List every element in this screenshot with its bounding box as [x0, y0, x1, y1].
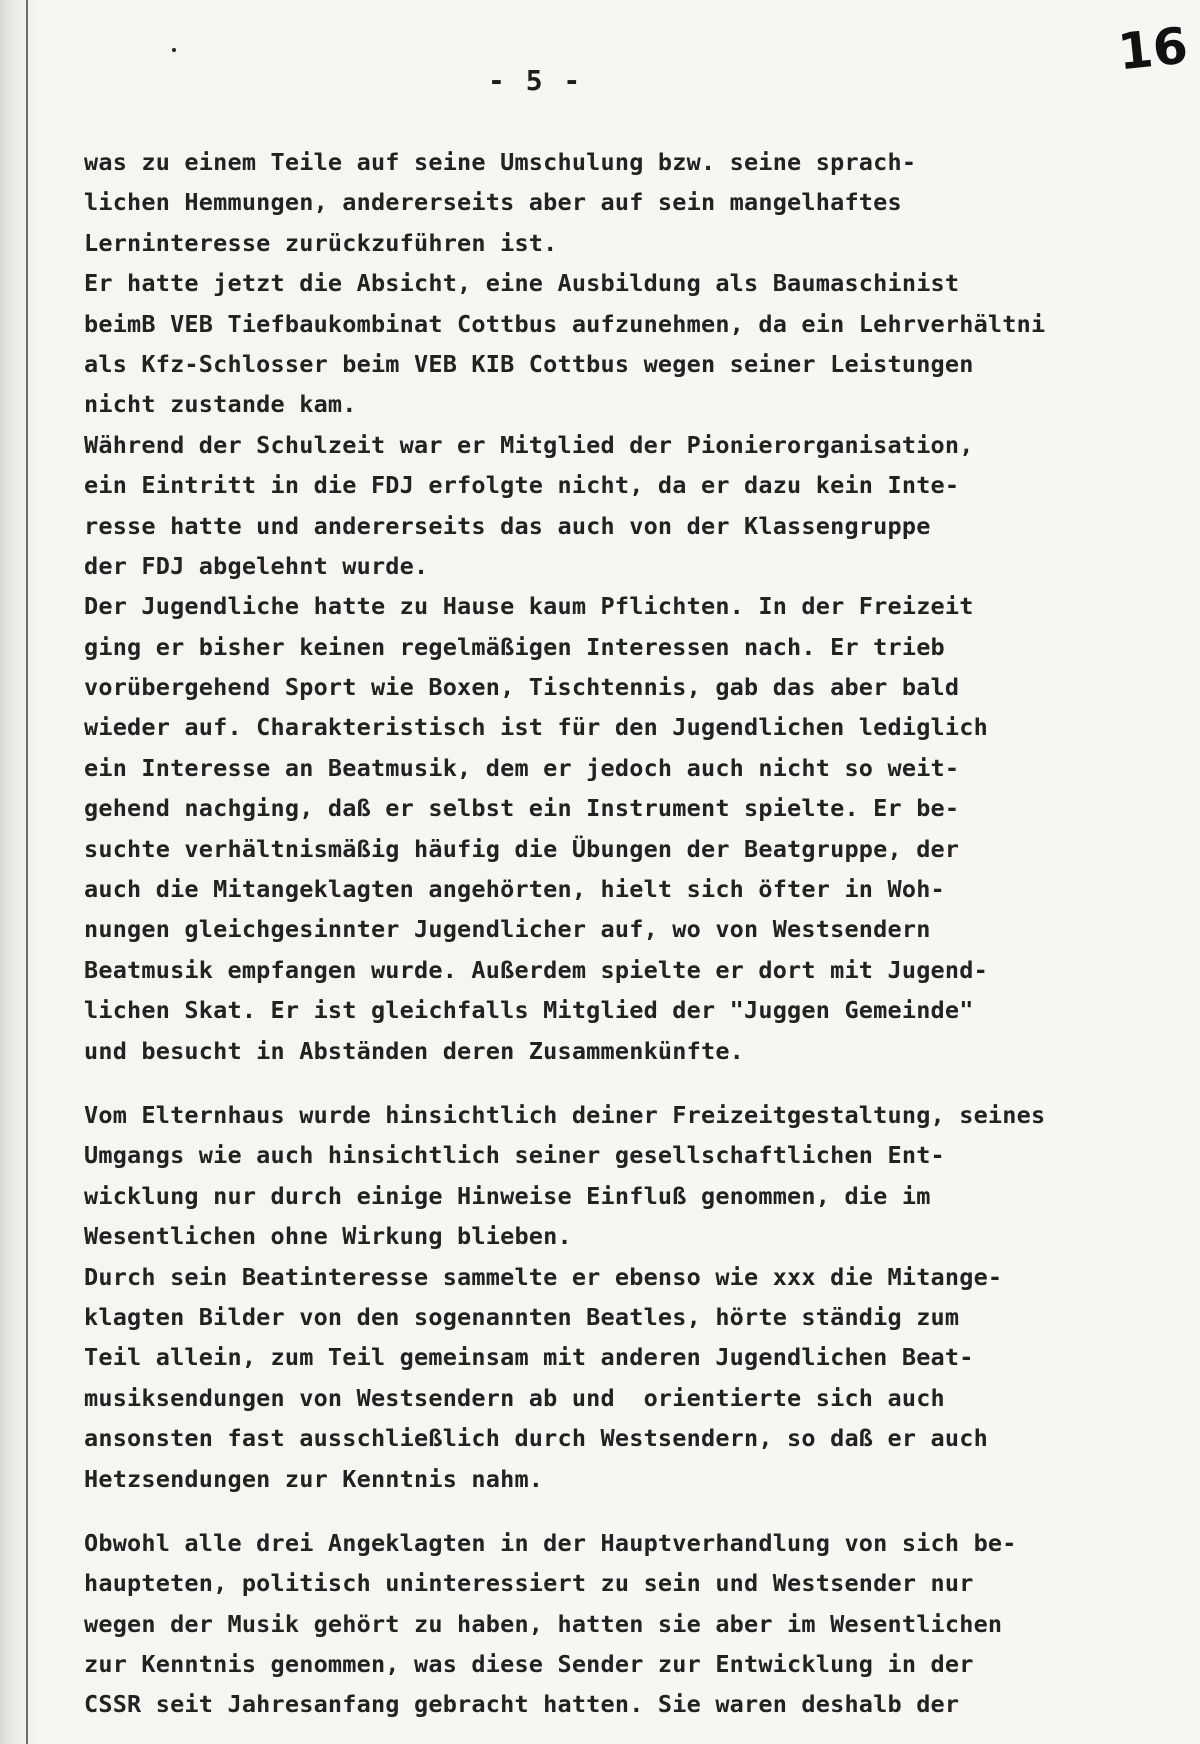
text-line: Vom Elternhaus wurde hinsichtlich deiner Freizeitgestaltung, seines	[84, 1100, 1046, 1129]
text-line: als Kfz-Schlosser beim VEB KIB Cottbus wegen seiner Leistungen	[84, 349, 974, 378]
text-line: zur Kenntnis genommen, was diese Sender zur Entwicklung in der	[84, 1650, 974, 1679]
text-line: ging er bisher keinen regelmäßigen Interessen nach. Er trieb	[84, 632, 945, 661]
text-line: resse hatte und andererseits das auch von der Klassengruppe	[84, 511, 931, 540]
text-line: wicklung nur durch einige Hinweise Einfluß genommen, die im	[84, 1181, 931, 1210]
text-line: Wesentlichen ohne Wirkung blieben.	[84, 1222, 572, 1251]
page-number: - 5 -	[488, 64, 583, 97]
text-line: beimB VEB Tiefbaukombinat Cottbus aufzunehmen, da ein Lehrverhältni	[84, 309, 1046, 338]
paper-speck	[172, 48, 176, 52]
paragraph-2	[84, 1095, 1194, 1499]
text-line: Der Jugendliche hatte zu Hause kaum Pflichten. In der Freizeit	[84, 592, 974, 621]
text-line: vorübergehend Sport wie Boxen, Tischtennis, gab das aber bald	[84, 673, 960, 702]
text-line: was zu einem Teile auf seine Umschulung bzw. seine sprach-	[84, 148, 917, 176]
page-edge-shadow	[26, 0, 28, 1744]
text-line: und besucht in Abständen deren Zusammenkünfte.	[84, 1036, 745, 1065]
text-line: CSSR seit Jahresanfang gebracht hatten. Sie waren deshalb der	[84, 1690, 960, 1719]
text-line: klagten Bilder von den sogenannten Beatles, hörte ständig zum	[84, 1302, 960, 1331]
text-line: Hetzsendungen zur Kenntnis nahm.	[84, 1464, 544, 1493]
text-line: lichen Skat. Er ist gleichfalls Mitglied der "Juggen Gemeinde"	[84, 996, 974, 1025]
handwritten-folio-number: 16	[1115, 16, 1191, 82]
document-body	[84, 142, 1194, 1725]
text-line: Beatmusik empfangen wurde. Außerdem spielte er dort mit Jugend-	[84, 955, 988, 984]
paragraph-1	[84, 142, 1194, 1071]
text-line: haupteten, politisch uninteressiert zu sein und Westsender nur	[84, 1569, 974, 1598]
paragraph-gap	[84, 1071, 1194, 1095]
text-line: wegen der Musik gehört zu haben, hatten sie aber im Wesentlichen	[84, 1609, 1003, 1638]
text-line: Durch sein Beatinteresse sammelte er ebenso wie xxx die Mitange-	[84, 1262, 1003, 1291]
text-line: Während der Schulzeit war er Mitglied der Pionierorganisation,	[84, 430, 974, 459]
paragraph-gap	[84, 1499, 1194, 1523]
text-line: musiksendungen von Westsendern ab und orientierte sich auch	[84, 1383, 945, 1412]
text-line: ansonsten fast ausschließlich durch Westsendern, so daß er auch	[84, 1424, 988, 1453]
text-line: nicht zustande kam.	[84, 390, 357, 419]
text-line: lichen Hemmungen, andererseits aber auf sein mangelhaftes	[84, 188, 902, 217]
text-line: auch die Mitangeklagten angehörten, hielt sich öfter in Woh-	[84, 875, 945, 904]
text-line: Obwohl alle drei Angeklagten in der Hauptverhandlung von sich be-	[84, 1528, 1017, 1557]
text-line: der FDJ abgelehnt wurde.	[84, 551, 429, 580]
text-line: wieder auf. Charakteristisch ist für den Jugendlichen lediglich	[84, 713, 988, 742]
text-line: suchte verhältnismäßig häufig die Übungen der Beatgruppe, der	[84, 834, 960, 863]
text-line: nungen gleichgesinnter Jugendlicher auf, wo von Westsendern	[84, 915, 931, 944]
text-line: Teil allein, zum Teil gemeinsam mit anderen Jugendlichen Beat-	[84, 1343, 974, 1372]
paragraph-3	[84, 1523, 1194, 1725]
text-line: Er hatte jetzt die Absicht, eine Ausbildung als Baumaschinist	[84, 269, 960, 298]
text-line: Umgangs wie auch hinsichtlich seiner gesellschaftlichen Ent-	[84, 1141, 945, 1170]
text-line: Lerninteresse zurückzuführen ist.	[84, 228, 558, 257]
text-line: gehend nachging, daß er selbst ein Instrument spielte. Er be-	[84, 794, 960, 823]
text-line: ein Interesse an Beatmusik, dem er jedoch auch nicht so weit-	[84, 753, 960, 782]
text-line: ein Eintritt in die FDJ erfolgte nicht, da er dazu kein Inte-	[84, 471, 960, 500]
